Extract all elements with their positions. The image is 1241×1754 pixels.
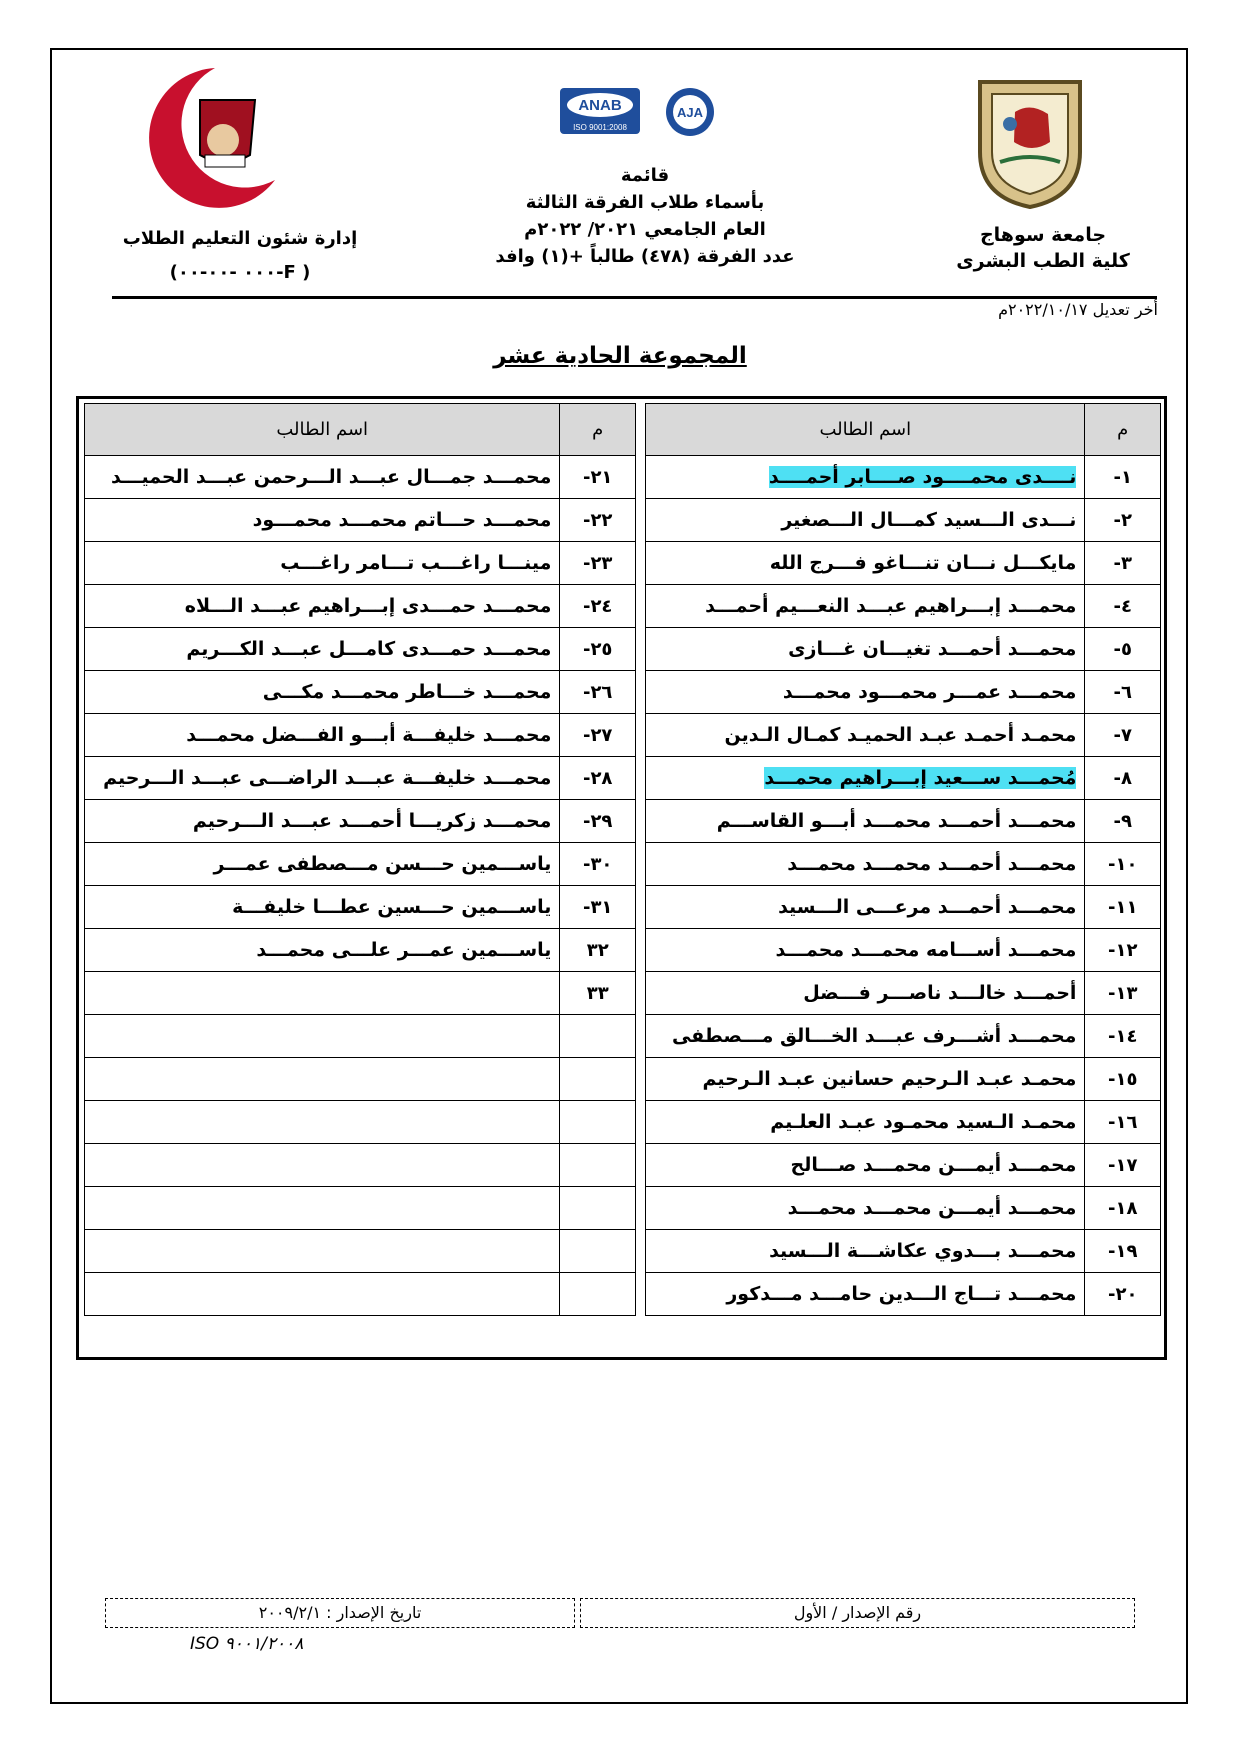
row-number: ٢٥- bbox=[560, 628, 636, 671]
table-row bbox=[85, 1273, 1161, 1316]
row-number: ٧- bbox=[1085, 714, 1161, 757]
table-row bbox=[85, 1144, 1161, 1187]
student-name: محمـــد خـــاطر محمـــد مكـــى bbox=[85, 671, 560, 714]
column-gap bbox=[635, 714, 645, 757]
student-name bbox=[85, 1187, 560, 1230]
column-gap bbox=[635, 1187, 645, 1230]
table-header-row bbox=[85, 404, 1161, 456]
column-gap bbox=[635, 1015, 645, 1058]
student-name: مينـــا راغـــب تـــامر راغـــب bbox=[85, 542, 560, 585]
table-row bbox=[85, 671, 1161, 714]
student-name: أحمـــد خالـــد ناصـــر فـــضل bbox=[646, 972, 1085, 1015]
student-name: محمـــد أحمـــد محمـــد محمـــد bbox=[646, 843, 1085, 886]
student-name: محمـــد عمـــر محمـــود محمـــد bbox=[646, 671, 1085, 714]
student-name: محمـــد أحمـــد تغيـــان غـــازى bbox=[646, 628, 1085, 671]
column-gap bbox=[635, 1230, 645, 1273]
student-name: محمـــد بـــدوي عكاشـــة الـــسيد bbox=[646, 1230, 1085, 1273]
column-gap bbox=[635, 1144, 645, 1187]
table-row bbox=[85, 585, 1161, 628]
student-name: محمـــد أشـــرف عبـــد الخـــالق مـــصطفى bbox=[646, 1015, 1085, 1058]
row-number: ١٤- bbox=[1085, 1015, 1161, 1058]
student-name: محمـــد أيمـــن محمـــد صـــالح bbox=[646, 1144, 1085, 1187]
column-gap bbox=[635, 542, 645, 585]
row-number: ١٦- bbox=[1085, 1101, 1161, 1144]
student-name: محمـــد حمـــدى إبـــراهيم عبـــد الـــلاه bbox=[85, 585, 560, 628]
table-row bbox=[85, 886, 1161, 929]
column-gap bbox=[635, 800, 645, 843]
column-gap bbox=[635, 757, 645, 800]
row-number: ١٥- bbox=[1085, 1058, 1161, 1101]
student-name: محمـــد خليفـــة عبـــد الراضـــى عبـــد الـــرحيم bbox=[85, 757, 560, 800]
last-modified: أخر تعديل ٢٠٢٢/١٠/١٧م bbox=[998, 300, 1158, 319]
row-number: ٢٢- bbox=[560, 499, 636, 542]
university-name-block bbox=[953, 222, 1133, 274]
column-gap bbox=[635, 843, 645, 886]
student-name: محمـــد أحمـــد مرعـــى الـــسيد bbox=[646, 886, 1085, 929]
row-number: ١٩- bbox=[1085, 1230, 1161, 1273]
row-number: ١- bbox=[1085, 456, 1161, 499]
row-number bbox=[560, 1144, 636, 1187]
row-number bbox=[560, 1230, 636, 1273]
university-seal-icon bbox=[970, 72, 1090, 212]
student-name: محمـــد أيمـــن محمـــد محمـــد bbox=[646, 1187, 1085, 1230]
row-number bbox=[560, 1058, 636, 1101]
table-row bbox=[85, 456, 1161, 499]
row-number: ١٢- bbox=[1085, 929, 1161, 972]
student-name: محمـــد تـــاج الـــدين حامـــد مـــدكور bbox=[646, 1273, 1085, 1316]
row-number: ١٠- bbox=[1085, 843, 1161, 886]
student-name bbox=[85, 1101, 560, 1144]
column-gap bbox=[635, 929, 645, 972]
issue-date: تاريخ الإصدار : ٢٠٠٩/٢/١ bbox=[105, 1598, 575, 1628]
student-name bbox=[85, 972, 560, 1015]
faculty-name: كلية الطب البشرى bbox=[956, 250, 1130, 272]
group-title: المجموعة الحادية عشر bbox=[493, 343, 747, 369]
row-number: ٣٢ bbox=[560, 929, 636, 972]
table-row bbox=[85, 1230, 1161, 1273]
student-name: محمـــد حمـــدى كامـــل عبـــد الكـــريم bbox=[85, 628, 560, 671]
department-block bbox=[110, 222, 370, 290]
class-count: عدد الفرقة (٤٧٨) طالباً +(١) وافد bbox=[495, 246, 795, 267]
student-name: مايكـــل نـــان تنـــاغو فـــرج الله bbox=[646, 542, 1085, 585]
row-number: ٢- bbox=[1085, 499, 1161, 542]
student-name: محمـد الـسيد محمـود عبـد العلـيم bbox=[646, 1101, 1085, 1144]
student-name bbox=[85, 1273, 560, 1316]
row-number: ١١- bbox=[1085, 886, 1161, 929]
table-row bbox=[85, 1058, 1161, 1101]
row-number: ٣١- bbox=[560, 886, 636, 929]
certification-badges bbox=[560, 88, 750, 148]
row-number: ٤- bbox=[1085, 585, 1161, 628]
col-name-header: اسم الطالب bbox=[646, 404, 1085, 456]
iso-badge: ISO 9001:2008 bbox=[573, 123, 627, 132]
column-gap bbox=[635, 1058, 645, 1101]
table-row bbox=[85, 929, 1161, 972]
student-name bbox=[85, 1058, 560, 1101]
column-gap bbox=[635, 404, 645, 456]
table-row bbox=[85, 843, 1161, 886]
student-name bbox=[646, 757, 1085, 800]
row-number: ١٨- bbox=[1085, 1187, 1161, 1230]
row-number: ٢١- bbox=[560, 456, 636, 499]
row-number bbox=[560, 1101, 636, 1144]
table-row bbox=[85, 628, 1161, 671]
student-name: محمـــد زكريـــا أحمـــد عبـــد الـــرحيم bbox=[85, 800, 560, 843]
row-number: ٣٠- bbox=[560, 843, 636, 886]
row-number bbox=[560, 1187, 636, 1230]
student-name bbox=[85, 1230, 560, 1273]
column-gap bbox=[635, 499, 645, 542]
col-num-header: م bbox=[1085, 404, 1161, 456]
row-number: ٢٧- bbox=[560, 714, 636, 757]
aja-badge: AJA bbox=[676, 105, 704, 120]
row-number bbox=[560, 1015, 636, 1058]
column-gap bbox=[635, 1273, 645, 1316]
column-gap bbox=[635, 671, 645, 714]
row-number: ١٣- bbox=[1085, 972, 1161, 1015]
row-number: ٩- bbox=[1085, 800, 1161, 843]
row-number: ٢٩- bbox=[560, 800, 636, 843]
col-num-header: م bbox=[560, 404, 636, 456]
student-name: ياســـمين عمـــر علـــى محمـــد bbox=[85, 929, 560, 972]
student-name: محمـــد جمـــال عبـــد الـــرحمن عبـــد الحميـــد bbox=[85, 456, 560, 499]
student-name bbox=[85, 1015, 560, 1058]
student-name bbox=[646, 456, 1085, 499]
row-number: ٣٣ bbox=[560, 972, 636, 1015]
student-name: محمـــد خليفـــة أبـــو الفـــضل محمـــد bbox=[85, 714, 560, 757]
row-number bbox=[560, 1273, 636, 1316]
column-gap bbox=[635, 456, 645, 499]
col-name-header: اسم الطالب bbox=[85, 404, 560, 456]
student-name: محمـــد إبـــراهيم عبـــد النعـــيم أحمـــد bbox=[646, 585, 1085, 628]
table-row bbox=[85, 972, 1161, 1015]
iso-standard: ISO ٩٠٠١/٢٠٠٨ bbox=[190, 1634, 304, 1654]
row-number: ٢٦- bbox=[560, 671, 636, 714]
student-name: محمـــد حـــاتم محمـــد محمـــود bbox=[85, 499, 560, 542]
table-row bbox=[85, 757, 1161, 800]
anab-badge: ANAB bbox=[578, 97, 622, 114]
row-number: ٢٨- bbox=[560, 757, 636, 800]
column-gap bbox=[635, 585, 645, 628]
row-number: ٦- bbox=[1085, 671, 1161, 714]
student-name: ياســـمين حـــسن مـــصطفى عمـــر bbox=[85, 843, 560, 886]
university-name: جامعة سوهاج bbox=[979, 224, 1107, 246]
list-heading bbox=[480, 162, 810, 270]
highlighted-name: مُحمـــد ســـعيد إبـــراهيم محمـــد bbox=[764, 767, 1077, 789]
table-row bbox=[85, 542, 1161, 585]
column-gap bbox=[635, 628, 645, 671]
row-number: ٨- bbox=[1085, 757, 1161, 800]
table-row bbox=[85, 800, 1161, 843]
row-number: ٢٣- bbox=[560, 542, 636, 585]
student-name: ياســـمين حـــسين عطـــا خليفـــة bbox=[85, 886, 560, 929]
student-name bbox=[85, 1144, 560, 1187]
column-gap bbox=[635, 972, 645, 1015]
list-subtitle: بأسماء طلاب الفرقة الثالثة bbox=[525, 192, 765, 213]
row-number: ٢٠- bbox=[1085, 1273, 1161, 1316]
department-name: إدارة شئون التعليم الطلاب bbox=[122, 228, 358, 249]
list-title: قائمة bbox=[620, 165, 670, 186]
column-gap bbox=[635, 1101, 645, 1144]
form-code: ( F-٠٠٠ -٠٠-٠٠) bbox=[169, 262, 311, 283]
header-divider bbox=[112, 296, 1157, 299]
table-row bbox=[85, 1015, 1161, 1058]
row-number: ١٧- bbox=[1085, 1144, 1161, 1187]
table-row bbox=[85, 499, 1161, 542]
faculty-logo-icon bbox=[105, 60, 315, 210]
student-name: محمـــد أســـامه محمـــد محمـــد bbox=[646, 929, 1085, 972]
student-name: محمـــد أحمـــد محمـــد أبـــو القاســـم bbox=[646, 800, 1085, 843]
row-number: ٥- bbox=[1085, 628, 1161, 671]
student-table bbox=[84, 403, 1161, 1316]
row-number: ٣- bbox=[1085, 542, 1161, 585]
student-name: محمـد عبـد الـرحيم حسانين عبـد الـرحيم bbox=[646, 1058, 1085, 1101]
student-name: محمـد أحمـد عبـد الحميـد كمـال الـدين bbox=[646, 714, 1085, 757]
table-row bbox=[85, 1187, 1161, 1230]
column-gap bbox=[635, 886, 645, 929]
table-row bbox=[85, 1101, 1161, 1144]
row-number: ٢٤- bbox=[560, 585, 636, 628]
table-row bbox=[85, 714, 1161, 757]
academic-year: العام الجامعي ٢٠٢١/ ٢٠٢٢م bbox=[524, 219, 766, 240]
student-name: نـــدى الـــسيد كمـــال الـــصغير bbox=[646, 499, 1085, 542]
issue-number: رقم الإصدار / الأول bbox=[580, 1598, 1135, 1628]
highlighted-name: نــــدى محمــــود صــــابر أحمــــد bbox=[768, 466, 1077, 488]
